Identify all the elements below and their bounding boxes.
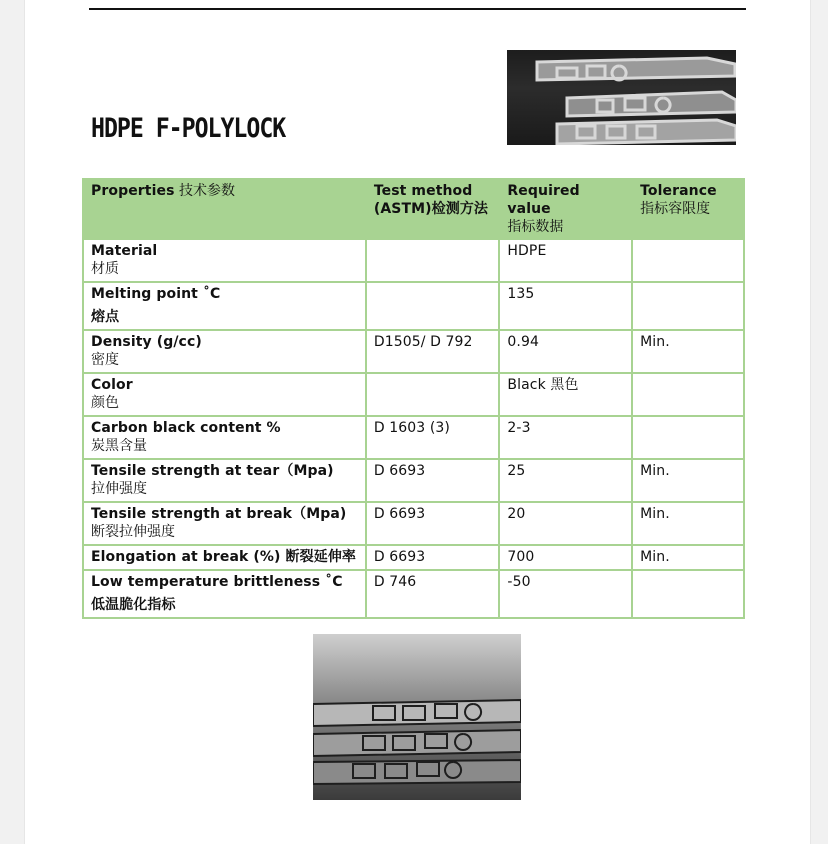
value-cell: 20 xyxy=(500,503,631,544)
value-cell: 25 xyxy=(500,460,631,501)
method-cell: D1505/ D 792 xyxy=(367,331,499,372)
value-cell: 2-3 xyxy=(500,417,631,458)
table-row xyxy=(84,503,743,544)
property-cell: Density (g/cc) 密度 xyxy=(84,331,365,372)
method-cell: D 1603 (3) xyxy=(367,417,499,458)
page-title: HDPE F-POLYLOCK xyxy=(91,113,286,144)
property-cell: Melting point ˚C 熔点 xyxy=(84,283,365,329)
product-photo-top xyxy=(507,50,736,145)
value-cell: -50 xyxy=(500,571,631,617)
method-cell: D 6693 xyxy=(367,460,499,501)
tolerance-cell xyxy=(633,283,743,329)
tolerance-cell: Min. xyxy=(633,460,743,501)
method-cell xyxy=(367,374,499,415)
table-row xyxy=(84,571,743,617)
tolerance-cell: Min. xyxy=(633,503,743,544)
tolerance-cell xyxy=(633,571,743,617)
value-cell: Black 黑色 xyxy=(500,374,631,415)
top-rule xyxy=(89,8,746,10)
method-cell: D 6693 xyxy=(367,503,499,544)
property-cell: Tensile strength at break（Mpa) 断裂拉伸强度 xyxy=(84,503,365,544)
table-row xyxy=(84,331,743,372)
method-cell: D 6693 xyxy=(367,546,499,569)
value-cell: 0.94 xyxy=(500,331,631,372)
table-row xyxy=(84,460,743,501)
value-cell: 135 xyxy=(500,283,631,329)
method-cell: D 746 xyxy=(367,571,499,617)
table-header-row xyxy=(84,180,743,238)
tolerance-cell xyxy=(633,240,743,281)
properties-table xyxy=(82,178,745,619)
table-row xyxy=(84,546,743,569)
header-test-method: Test method (ASTM)检测方法 xyxy=(367,180,499,238)
header-required-value: Required value 指标数据 xyxy=(500,180,631,238)
tolerance-cell xyxy=(633,374,743,415)
product-photo-bottom xyxy=(313,634,521,800)
tolerance-cell xyxy=(633,417,743,458)
header-properties: Properties 技术参数 xyxy=(84,180,365,238)
value-cell: HDPE xyxy=(500,240,631,281)
method-cell xyxy=(367,240,499,281)
table-row xyxy=(84,417,743,458)
property-cell: Material 材质 xyxy=(84,240,365,281)
table-row xyxy=(84,240,743,281)
tolerance-cell: Min. xyxy=(633,331,743,372)
method-cell xyxy=(367,283,499,329)
property-cell: Low temperature brittleness ˚C 低温脆化指标 xyxy=(84,571,365,617)
header-tolerance: Tolerance 指标容限度 xyxy=(633,180,743,238)
property-cell: Carbon black content % 炭黑含量 xyxy=(84,417,365,458)
table-row xyxy=(84,283,743,329)
property-cell: Elongation at break (%) 断裂延伸率 xyxy=(84,546,365,569)
property-cell: Color 颜色 xyxy=(84,374,365,415)
table-row xyxy=(84,374,743,415)
tolerance-cell: Min. xyxy=(633,546,743,569)
value-cell: 700 xyxy=(500,546,631,569)
property-cell: Tensile strength at tear（Mpa) 拉伸强度 xyxy=(84,460,365,501)
